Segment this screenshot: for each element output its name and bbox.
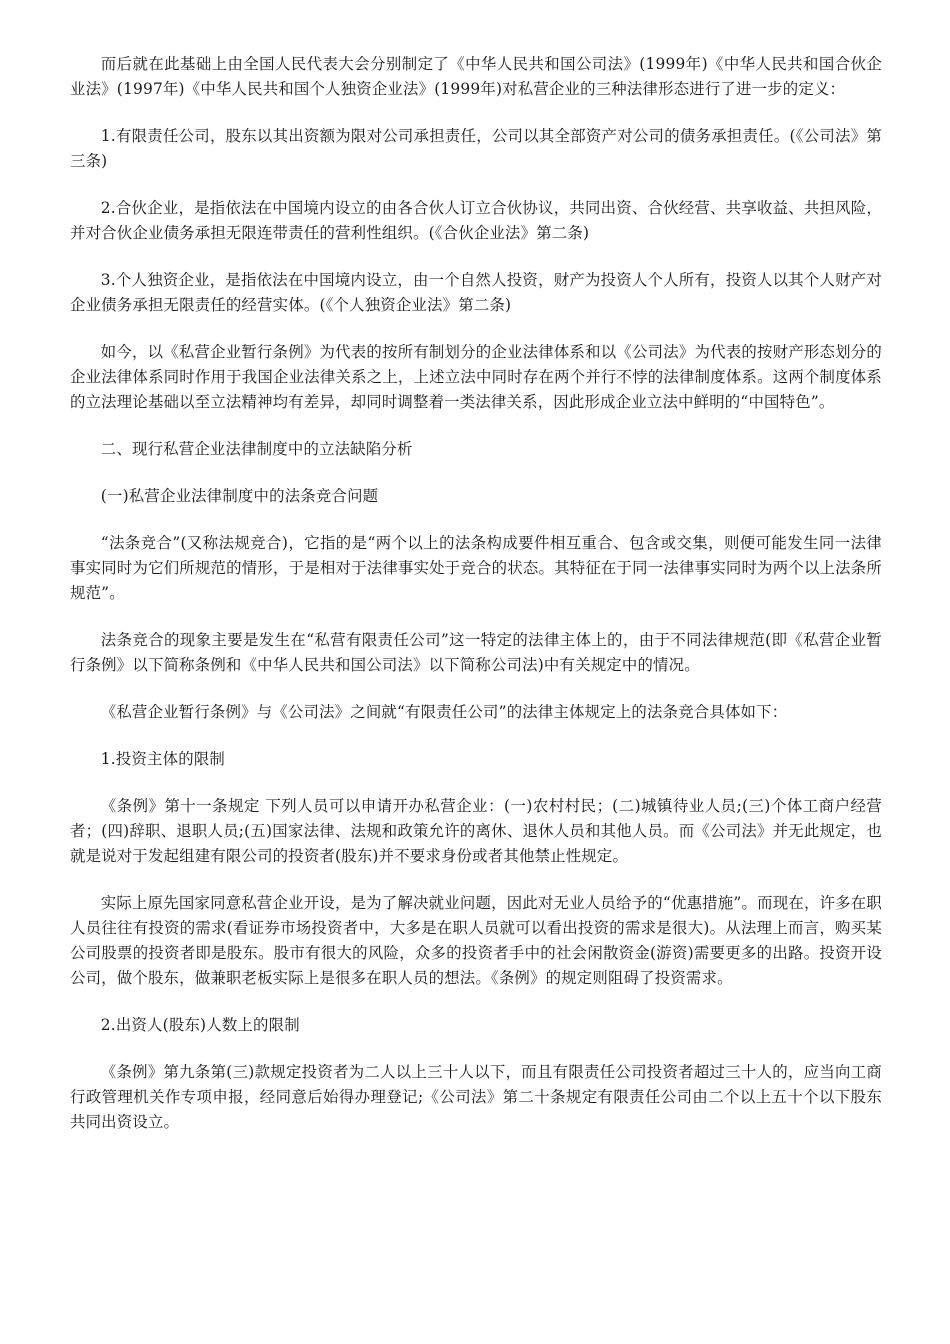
paragraph-sole-proprietorship: 3.个人独资企业，是指依法在中国境内设立，由一个自然人投资，财产为投资人个人所有，投资人以其个人财产对企业债务承担无限责任的经营实体。(《个人独资企业法》第二条) xyxy=(70,271,882,314)
paragraph-concurrence-occurrence: 法条竞合的现象主要是发生在“私营有限责任公司”这一特定的法律主体上的，由于不同法律规范(即《私营企业暂行条例》以下简称条例和《中华人民共和国公司法》以下简称公司法)中有关规定中的情况。 xyxy=(70,631,882,674)
paragraph-limited-company: 1.有限责任公司，股东以其出资额为限对公司承担责任，公司以其全部资产对公司的债务承担责任。(《公司法》第三条) xyxy=(70,127,882,170)
section-heading-2: 二、现行私营企业法律制度中的立法缺陷分析 xyxy=(100,440,413,458)
item-heading-investor-restriction: 1.投资主体的限制 xyxy=(100,750,226,768)
paragraph-dual-system: 如今，以《私营企业暂行条例》为代表的按所有制划分的企业法律体系和以《公司法》为代表的按财产形态划分的企业法律体系同时作用于我国企业法律关系之上，上述立法中同时存在两个并行不悖的法律制度体系。这两个制度体系的立法理论基础以至立法精神均有差异，却同时调整着一类法律关系，因此形成企业立法中鲜明的“中国特色”。 xyxy=(70,343,882,411)
paragraph-article-9: 《条例》第九条第(三)款规定投资者为二人以上三十人以下，而且有限责任公司投资者超过三十人的，应当向工商行政管理机关作专项申报，经同意后始得办理登记;《公司法》第二十条规定有限责任公司由二个以上五十个以下股东共同出资设立。 xyxy=(70,1063,882,1131)
paragraph-article-11: 《条例》第十一条规定 下列人员可以申请开办私营企业：(一)农村村民；(二)城镇待业人员;(三)个体工商户经营者；(四)辞职、退职人员;(五)国家法律、法规和政策允许的离休、退休人员和其他人员。而《公司法》并无此规定，也就是说对于发起组建有限公司的投资者(股东)并不要求身份或者其他禁止性规定。 xyxy=(70,797,882,865)
paragraph-concurrence-details: 《私营企业暂行条例》与《公司法》之间就“有限责任公司”的法律主体规定上的法条竞合具体如下： xyxy=(100,703,788,721)
paragraph-concurrence-definition: “法条竞合”(又称法规竞合)，它指的是“两个以上的法条构成要件相互重合、包含或交集，则便可能发生同一法律事实同时为它们所规范的情形，于是相对于法律事实处于竞合的状态。其特征在于同一法律事实同时为两个以上法条所规范”。 xyxy=(70,534,882,602)
document-page xyxy=(70,52,882,1157)
subsection-heading-1: (一)私营企业法律制度中的法条竞合问题 xyxy=(100,487,379,505)
paragraph-intro: 而后就在此基础上由全国人民代表大会分别制定了《中华人民共和国公司法》(1999年)《中华人民共和国合伙企业法》(1997年)《中华人民共和国个人独资企业法》(1999年)对私营企业的三种法律形态进行了进一步的定义： xyxy=(70,55,882,98)
paragraph-investment-demand: 实际上原先国家同意私营企业开设，是为了解决就业问题，因此对无业人员给予的“优惠措施”。而现在，许多在职人员往往有投资的需求(看证券市场投资者中，大多是在职人员就可以看出投资的需求是很大)。从法理上而言，购买某公司股票的投资者即是股东。股市有很大的风险，众多的投资者手中的社会闲散资金(游资)需要更多的出路。投资开设公司，做个股东，做兼职老板实际上是很多在职人员的想法。《条例》的规定则阻碍了投资需求。 xyxy=(70,894,882,987)
item-heading-shareholder-count: 2.出资人(股东)人数上的限制 xyxy=(100,1016,300,1034)
paragraph-partnership: 2.合伙企业，是指依法在中国境内设立的由各合伙人订立合伙协议，共同出资、合伙经营、共享收益、共担风险，并对合伙企业债务承担无限连带责任的营利性组织。(《合伙企业法》第二条) xyxy=(70,199,882,242)
